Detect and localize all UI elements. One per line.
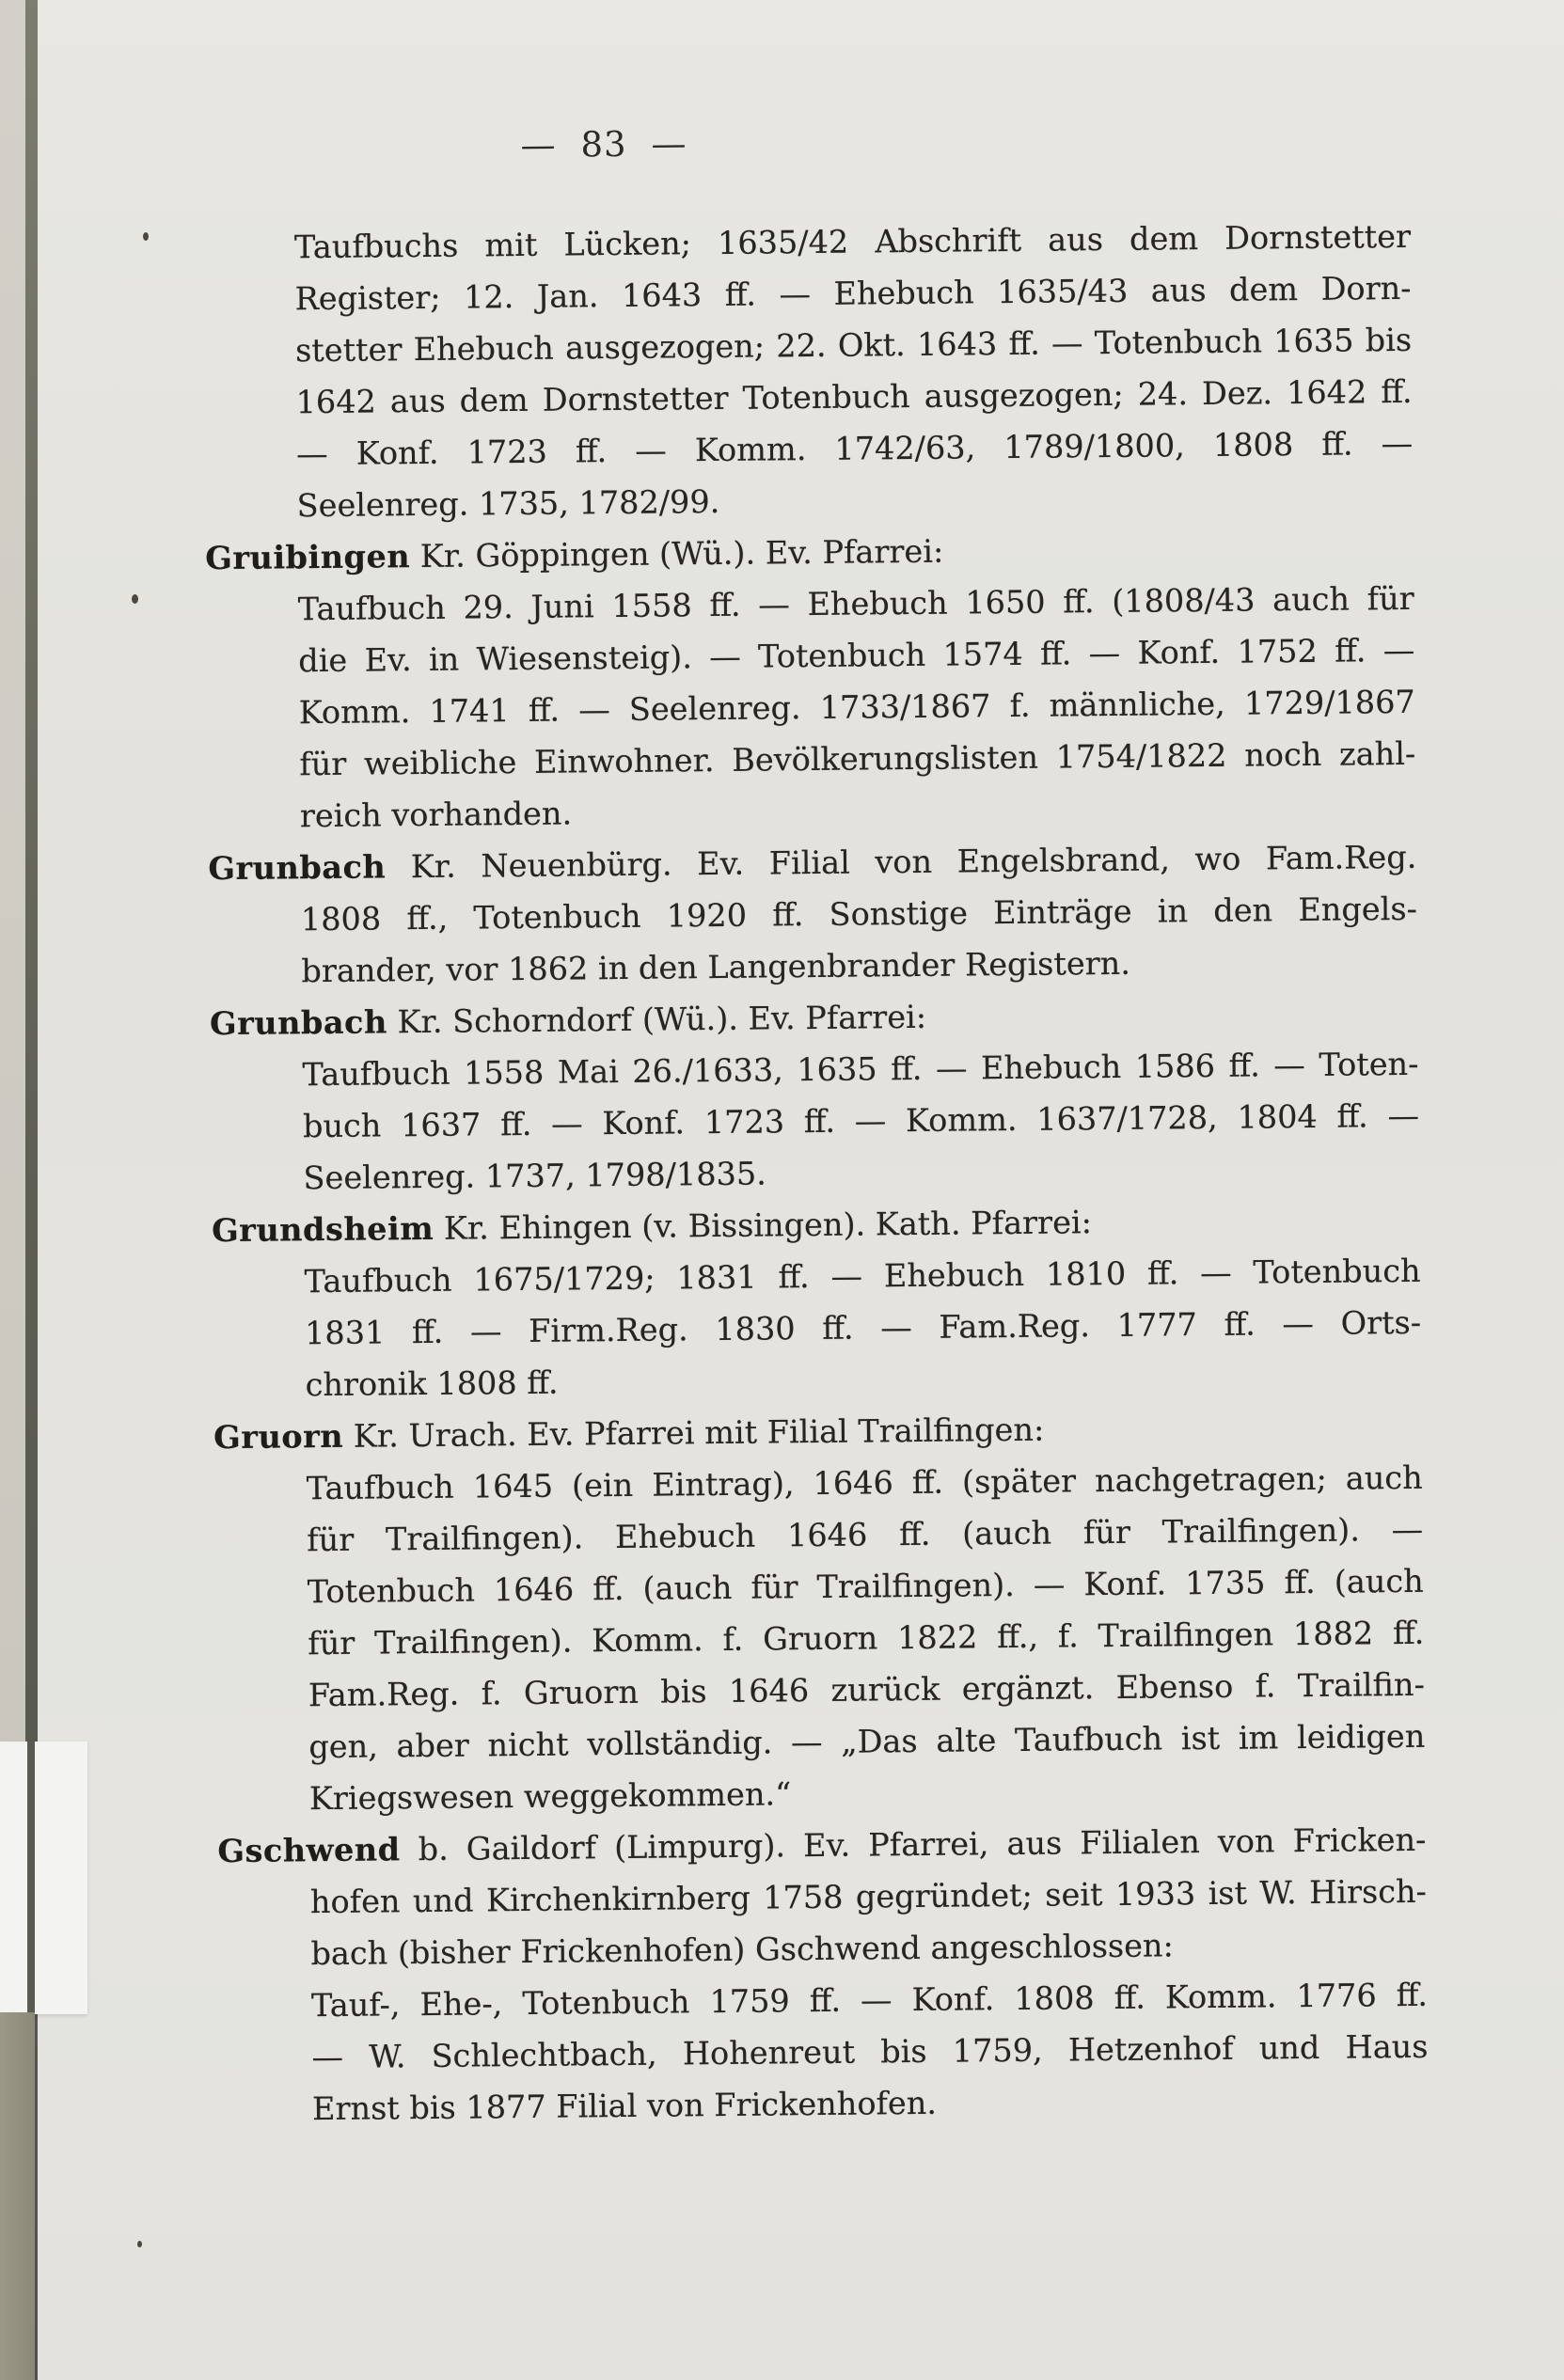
text-line: — W. Schlechtbach, Hohenreut bis 1759, Hetzenhof und Haus [311,2027,1429,2076]
text-line: 1831 ff. — Firm.Reg. 1830 ff. — Fam.Reg. 1777 ff. — Orts- [304,1303,1422,1352]
text-line: chronik 1808 ff. [305,1363,559,1404]
entry-heading-rest: Kr. Göppingen (Wü.). Ev. Pfarrei: [409,532,944,575]
text-line: Taufbuch 29. Juni 1558 ff. — Ehebuch 1650 ff. (1808/43 auch für [297,579,1414,628]
entry-name: Grundsheim [211,1209,434,1250]
text-line: Kriegswesen weggekommen.“ [308,1775,792,1818]
text-line: Komm. 1741 ff. — Seelenreg. 1733/1867 f. männliche, 1729/1867 [298,683,1415,732]
entry-gruibingen [205,521,1416,843]
ink-speck [137,2241,142,2247]
text-line: Taufbuch 1645 (ein Eintrag), 1646 ff. (später nachgetragen; auch [306,1458,1423,1507]
page-number: 83 [580,123,627,165]
entry-gschwend [217,1814,1429,2136]
text-line: Tauf-, Ehe-, Totenbuch 1759 ff. — Konf. 1808 ff. Komm. 1776 ff. [310,1976,1429,2025]
entry-name: Gruorn [213,1417,344,1457]
paper-slip [0,1742,87,2014]
text-line: Taufbuch 1558 Mai 26./1633, 1635 ff. — Ehebuch 1586 ff. — Toten- [302,1045,1419,1094]
entry-grundsheim [212,1193,1422,1411]
text-line: Totenbuch 1646 ff. (auch für Trailfingen). — Konf. 1735 ff. (auch [307,1562,1424,1611]
entry-name: Gschwend [217,1831,401,1870]
entry-heading-rest: Kr. Urach. Ev. Pfarrei mit Filial Trailfingen: [342,1411,1045,1455]
text-line: gen, aber nicht vollständig. — „Das alte Taufbuch ist im leidigen [308,1717,1426,1766]
header-dash-right: — [651,123,687,165]
entry-gruorn [213,1400,1426,1825]
text-line: für weibliche Einwohner. Bevölkerungslisten 1754/1822 noch zahl- [299,734,1416,783]
spine-line-over-slip [27,1742,35,2014]
entry-heading-rest: Kr. Ehingen (v. Bissingen). Kath. Pfarrei: [433,1204,1093,1247]
text-block [201,117,1429,2136]
text-line: für Trailfingen). Komm. f. Gruorn 1822 ff., f. Trailfingen 1882 ff. [308,1614,1425,1663]
entry-continuation [202,211,1414,532]
entry-heading-rest: Kr. Schorndorf (Wü.). Ev. Pfarrei: [387,998,927,1041]
text-line: Register; 12. Jan. 1643 ff. — Ehebuch 1635/43 aus dem Dorn- [294,269,1412,318]
text-line: 1642 aus dem Dornstetter Totenbuch ausgezogen; 24. Dez. 1642 ff. [295,372,1413,421]
text-line: die Ev. in Wiesensteig). — Totenbuch 1574 ff. — Konf. 1752 ff. — [298,631,1415,680]
text-line: Seelenreg. 1737, 1798/1835. [303,1155,767,1197]
page-number-row [453,123,754,166]
text-line: Seelenreg. 1735, 1782/99. [296,482,720,525]
text-line: 1808 ff., Totenbuch 1920 ff. Sonstige Einträge in den Engels- [300,890,1418,938]
text-line: brander, vor 1862 in den Langenbrander Registern. [301,944,1131,990]
text-line: reich vorhanden. [299,795,573,835]
text-line: hofen und Kirchenkirnberg 1758 gegründet; seit 1933 ist W. Hirsch- [309,1872,1428,1921]
page-header [201,117,1411,222]
entry-name: Grunbach [209,1003,388,1043]
header-dash-left: — [520,124,557,165]
entry-heading-rest: Kr. Neuenbürg. Ev. Filial von Engelsbrand, wo Fam.Reg. [386,838,1417,886]
entry-grunbach-schorndorf [210,986,1420,1205]
text-line: Fam.Reg. f. Gruorn bis 1646 zurück ergänzt. Ebenso f. Trailfin- [308,1665,1425,1714]
entry-name: Grunbach [208,848,387,888]
text-line: buch 1637 ff. — Konf. 1723 ff. — Komm. 1637/1728, 1804 ff. — [302,1096,1420,1145]
page-edge-lower-strip [0,2012,35,2380]
text-line: Taufbuch 1675/1729; 1831 ff. — Ehebuch 1810 ff. — Totenbuch [304,1252,1421,1300]
text-line: stetter Ehebuch ausgezogen; 22. Okt. 1643 ff. — Totenbuch 1635 bis [294,321,1413,370]
entry-name: Gruibingen [205,538,411,577]
text-line: Taufbuchs mit Lücken; 1635/42 Abschrift aus dem Dornstetter [293,217,1412,266]
ink-speck [132,594,138,604]
text-line: bach (bisher Frickenhofen) Gschwend angeschlossen: [310,1927,1174,1973]
entry-grunbach-neuenbuerg [208,831,1418,998]
entry-heading-rest: b. Gaildorf (Limpurg). Ev. Pfarrei, aus Filialen von Fricken- [400,1820,1427,1868]
text-line: Ernst bis 1877 Filial von Frickenhofen. [311,2084,938,2128]
text-line: — Konf. 1723 ff. — Komm. 1742/63, 1789/1800, 1808 ff. — [295,424,1414,473]
ink-speck [143,232,149,241]
text-line: für Trailfingen). Ehebuch 1646 ff. (auch für Trailfingen). — [307,1510,1424,1559]
